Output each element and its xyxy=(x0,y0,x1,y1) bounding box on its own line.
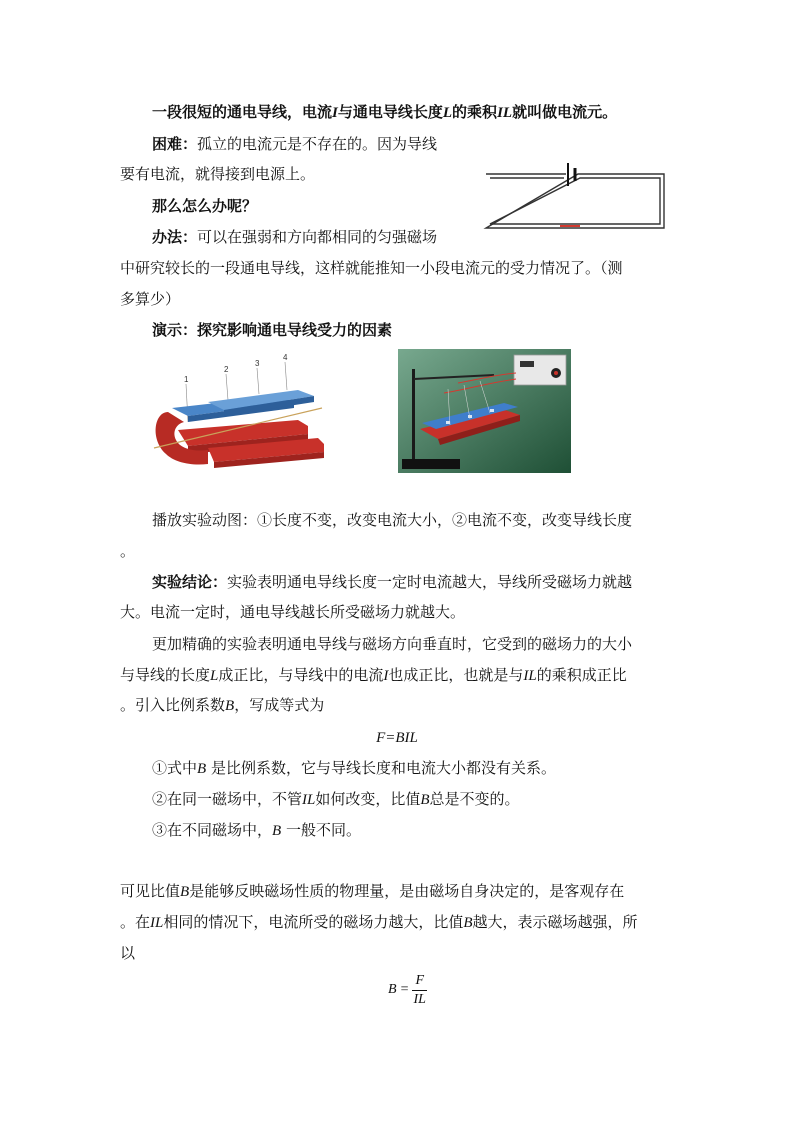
difficulty-line-1 xyxy=(152,134,437,154)
summary-line-3: 以 xyxy=(120,944,136,962)
numerator: F xyxy=(412,972,427,991)
text: 是比例系数，它与导线长度和电流大小都没有关系。 xyxy=(206,759,556,777)
question-line: 那么怎么办呢？ xyxy=(152,197,258,215)
text: 的乘积成正比 xyxy=(536,666,627,684)
denominator: IL xyxy=(413,991,426,1007)
text: 越大，表示磁场越强，所 xyxy=(472,913,638,931)
var-b: B xyxy=(197,761,207,777)
method-line-2: 中研究较长的一段通电导线，这样就能推知一小段电流元的受力情况了。（测 xyxy=(120,259,623,277)
formula-text: F=BIL xyxy=(376,730,418,746)
var-i: I xyxy=(383,668,389,684)
note-3 xyxy=(152,820,361,841)
text: 可见比值 xyxy=(120,882,181,900)
magnet-number: 1 xyxy=(184,375,189,384)
play-line-2: 。 xyxy=(120,542,136,560)
var-il: IL xyxy=(497,105,513,121)
method-line-3: 多算少） xyxy=(120,290,181,308)
var-il: IL xyxy=(150,915,164,931)
var-b: B xyxy=(225,698,235,714)
text: 总是不变的。 xyxy=(429,790,520,808)
summary-line-2 xyxy=(120,912,638,933)
text: 。引入比例系数 xyxy=(120,696,226,714)
precise-line-2 xyxy=(120,665,627,686)
magnets-illustration xyxy=(148,350,324,474)
method-text: 可以在强弱和方向都相同的匀强磁场 xyxy=(197,228,438,246)
conclusion-line-1 xyxy=(152,572,632,592)
conclusion-text: 实验表明通电导线长度一定时电流越大，导线所受磁场力就越 xyxy=(227,573,633,591)
magnet-number: 2 xyxy=(224,365,229,374)
var-il: IL xyxy=(302,792,316,808)
text: 成正比，与导线中的电流 xyxy=(218,666,384,684)
magnet-number: 3 xyxy=(255,359,260,368)
play-line-1: 播放实验动图：①长度不变，改变电流大小，②电流不变，改变导线长度 xyxy=(152,511,633,529)
var-l: L xyxy=(210,668,219,684)
conclusion-label: 实验结论： xyxy=(152,573,228,591)
var-i: I xyxy=(332,105,338,121)
apparatus-photo xyxy=(398,349,571,473)
text: 如何改变，比值 xyxy=(315,790,421,808)
method-label: 办法： xyxy=(152,228,198,246)
note-1 xyxy=(152,758,556,779)
var-il: IL xyxy=(523,668,537,684)
difficulty-text: 孤立的电流元是不存在的。因为导线 xyxy=(197,135,438,153)
definition-text: 就叫做电流元。 xyxy=(512,103,618,121)
circuit-diagram xyxy=(480,158,670,234)
definition-text: 一段很短的通电导线，电流 xyxy=(152,103,333,121)
text: 一般不同。 xyxy=(281,821,361,839)
definition-text: 与通电导线长度 xyxy=(337,103,443,121)
precise-line-1: 更加精确的实验表明通电导线与磁场方向垂直时，它受到的磁场力的大小 xyxy=(152,635,633,653)
note-2 xyxy=(152,789,520,810)
text: ，写成等式为 xyxy=(234,696,325,714)
text: ①式中 xyxy=(152,759,198,777)
fraction xyxy=(412,972,427,1009)
var-b: B xyxy=(180,884,190,900)
text: ②在同一磁场中，不管 xyxy=(152,790,303,808)
equals-sign: = xyxy=(400,982,409,997)
text: 与导线的长度 xyxy=(120,666,211,684)
var-b: B xyxy=(272,823,282,839)
text: 。在 xyxy=(120,913,151,931)
text: 相同的情况下，电流所受的磁场力越大，比值 xyxy=(163,913,464,931)
text: 也成正比，也就是与 xyxy=(388,666,524,684)
definition-line xyxy=(152,102,617,123)
text: ③在不同磁场中， xyxy=(152,821,273,839)
magnet-number: 4 xyxy=(283,353,288,362)
precise-line-3 xyxy=(120,695,324,716)
var-l: L xyxy=(442,105,453,121)
text: 是能够反映磁场性质的物理量，是由磁场自身决定的，是客观存在 xyxy=(189,882,625,900)
formula-b-f-over-il xyxy=(388,966,427,1014)
method-line-1 xyxy=(152,227,437,247)
formula-f-bil xyxy=(0,727,794,748)
demo-heading: 演示：探究影响通电导线受力的因素 xyxy=(152,321,393,339)
var-b: B xyxy=(463,915,473,931)
conclusion-line-2: 大。电流一定时，通电导线越长所受磁场力就越大。 xyxy=(120,603,466,621)
definition-text: 的乘积 xyxy=(452,103,498,121)
var-b: B xyxy=(388,982,397,997)
var-b: B xyxy=(420,792,430,808)
difficulty-label: 困难： xyxy=(152,135,198,153)
difficulty-line-2: 要有电流，就得接到电源上。 xyxy=(120,165,316,183)
summary-line-1 xyxy=(120,881,624,902)
